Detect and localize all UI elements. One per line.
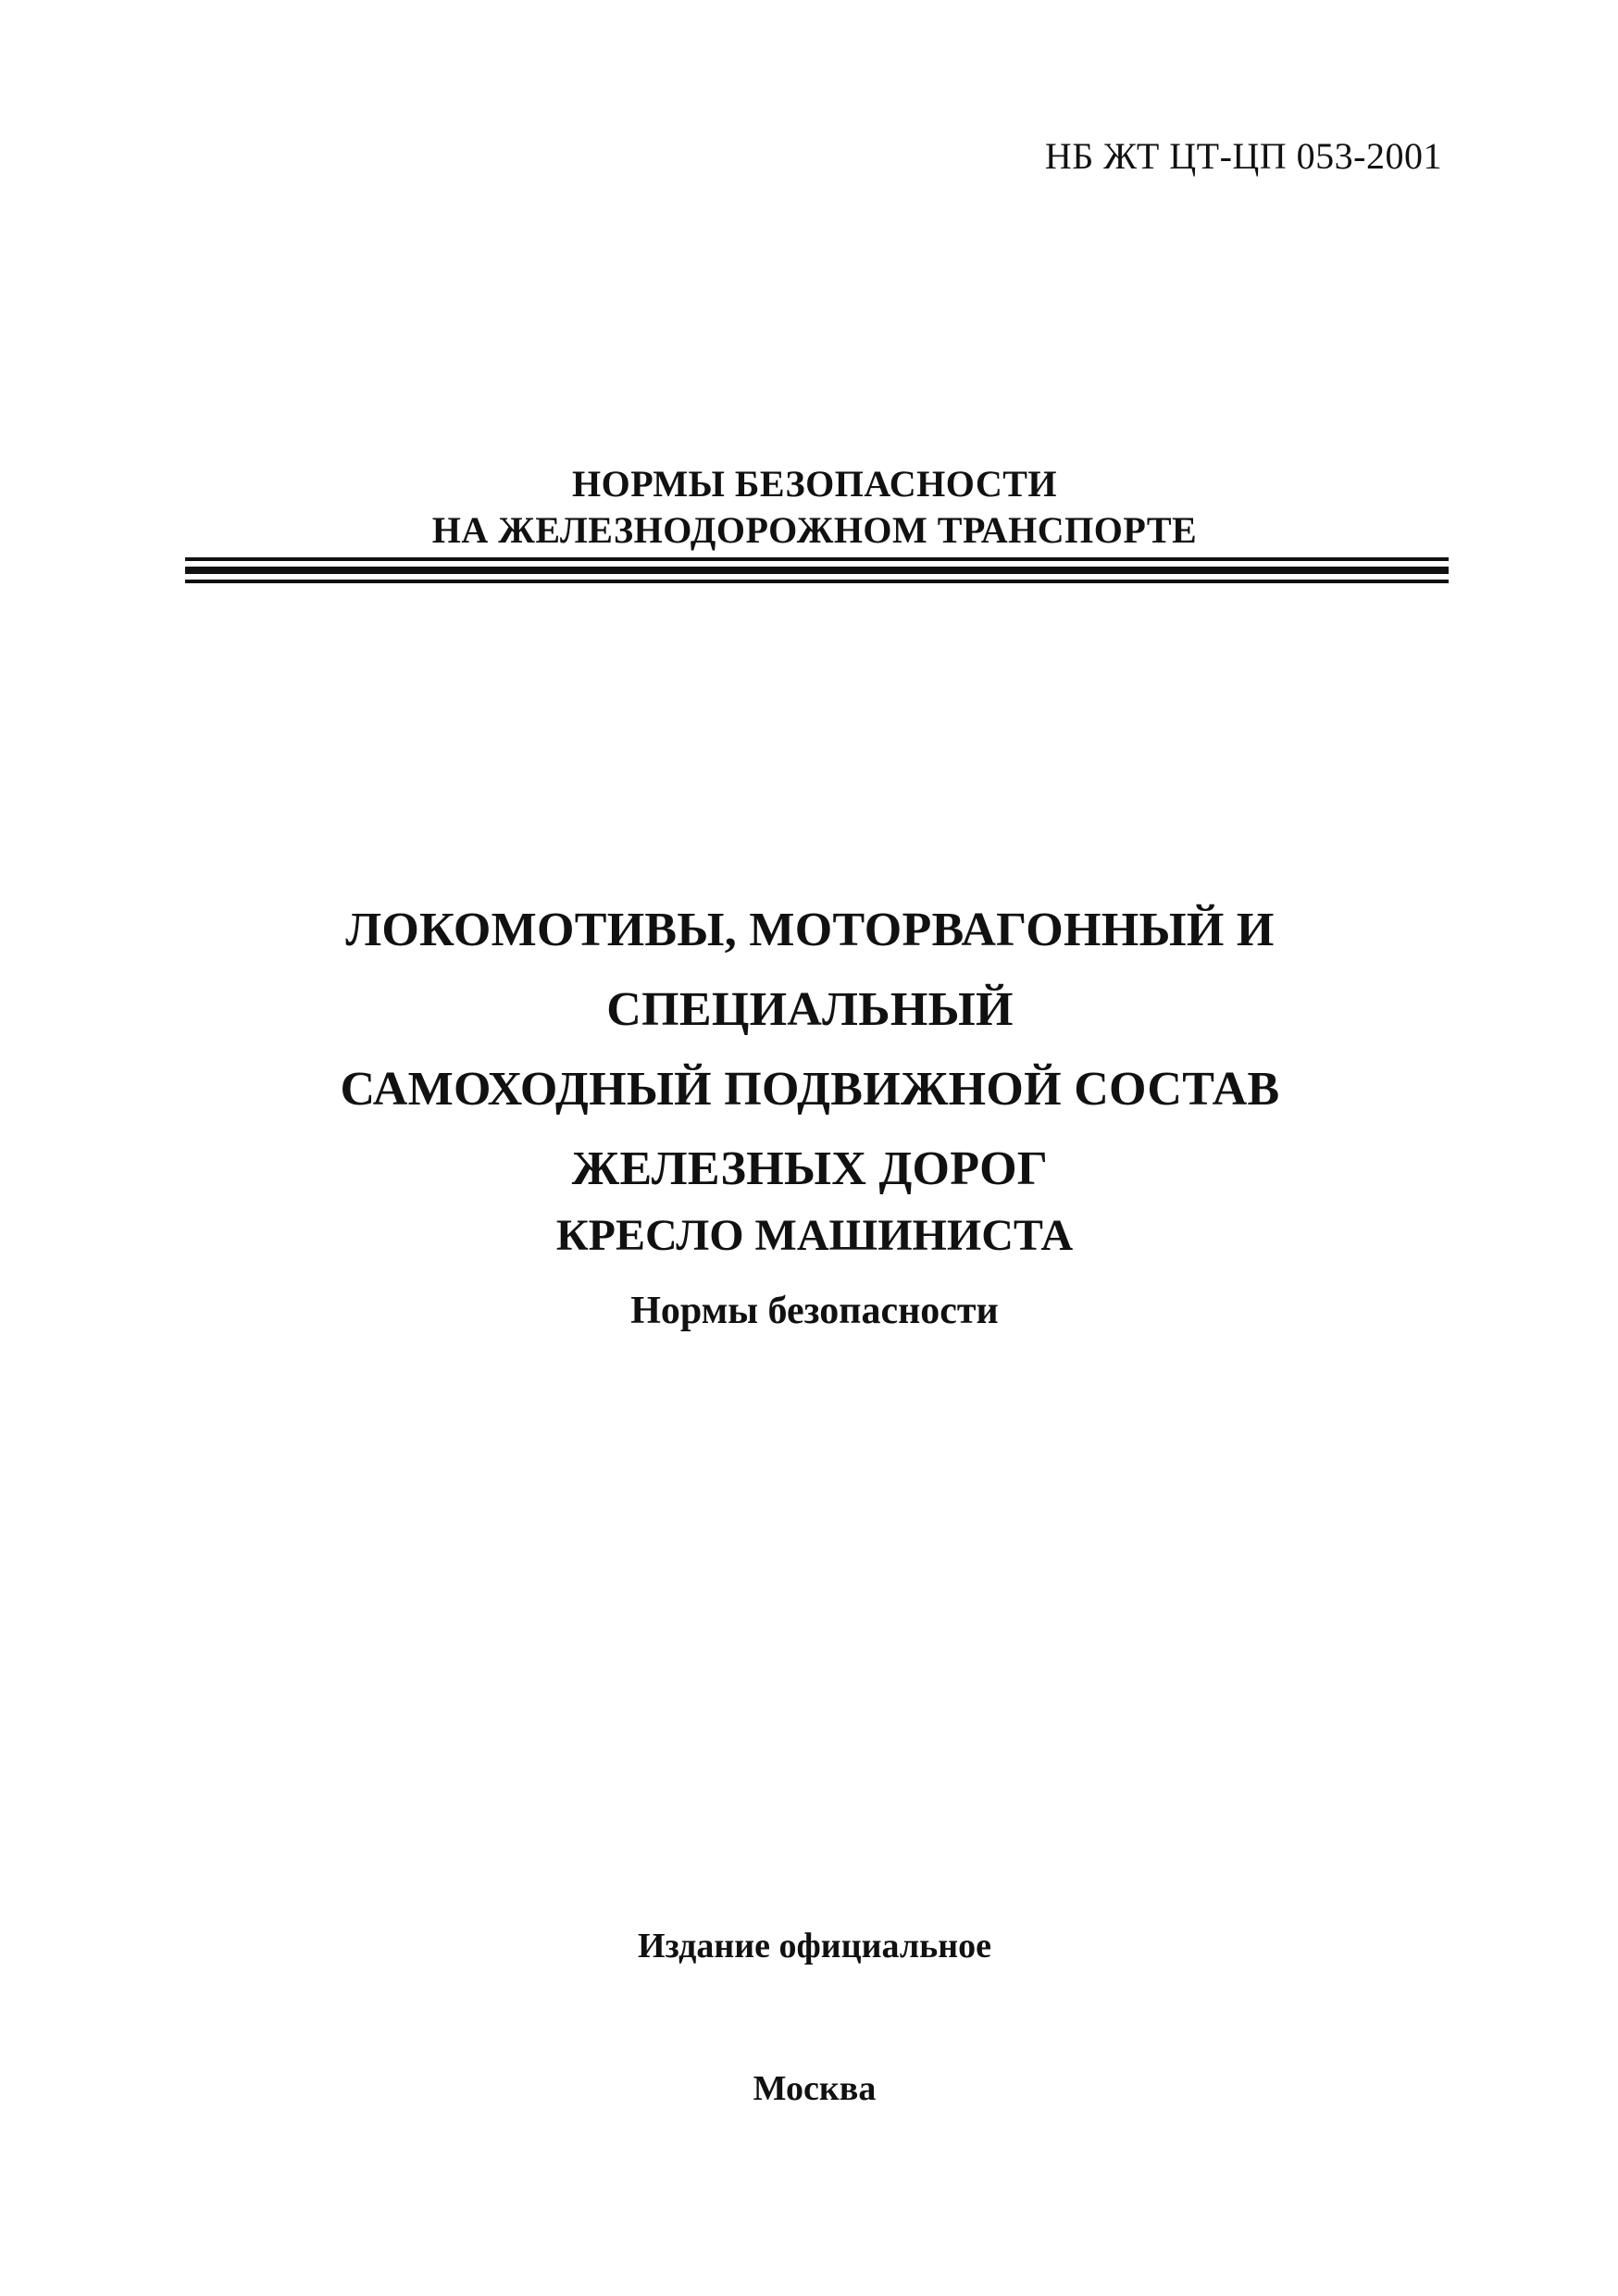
subject-title: КРЕСЛО МАШИНИСТА: [555, 1211, 1074, 1260]
divider-thin-bottom: [185, 580, 1449, 583]
series-title-line-1: НОРМЫ БЕЗОПАСНОСТИ: [571, 463, 1058, 505]
main-title-line-2: САМОХОДНЫЙ ПОДВИЖНОЙ СОСТАВ: [340, 1063, 1280, 1116]
divider-thick: [185, 567, 1449, 574]
divider-thin-top: [185, 557, 1449, 561]
series-title-line-2: НА ЖЕЛЕЗНОДОРОЖНОМ ТРАНСПОРТЕ: [431, 509, 1198, 551]
main-title-line-3: ЖЕЛЕЗНЫХ ДОРОГ: [571, 1142, 1049, 1195]
document-code: НБ ЖТ ЦТ-ЦП 053-2001: [1044, 135, 1442, 177]
series-title: [185, 461, 1444, 554]
main-title: [139, 891, 1481, 1209]
subject-subtitle: Нормы безопасности: [630, 1290, 999, 1332]
publication-city: Москва: [753, 2069, 877, 2108]
edition-label: Издание официальное: [637, 1927, 991, 1965]
main-title-line-1: ЛОКОМОТИВЫ, МОТОРВАГОННЫЙ И СПЕЦИАЛЬНЫЙ: [345, 904, 1275, 1036]
